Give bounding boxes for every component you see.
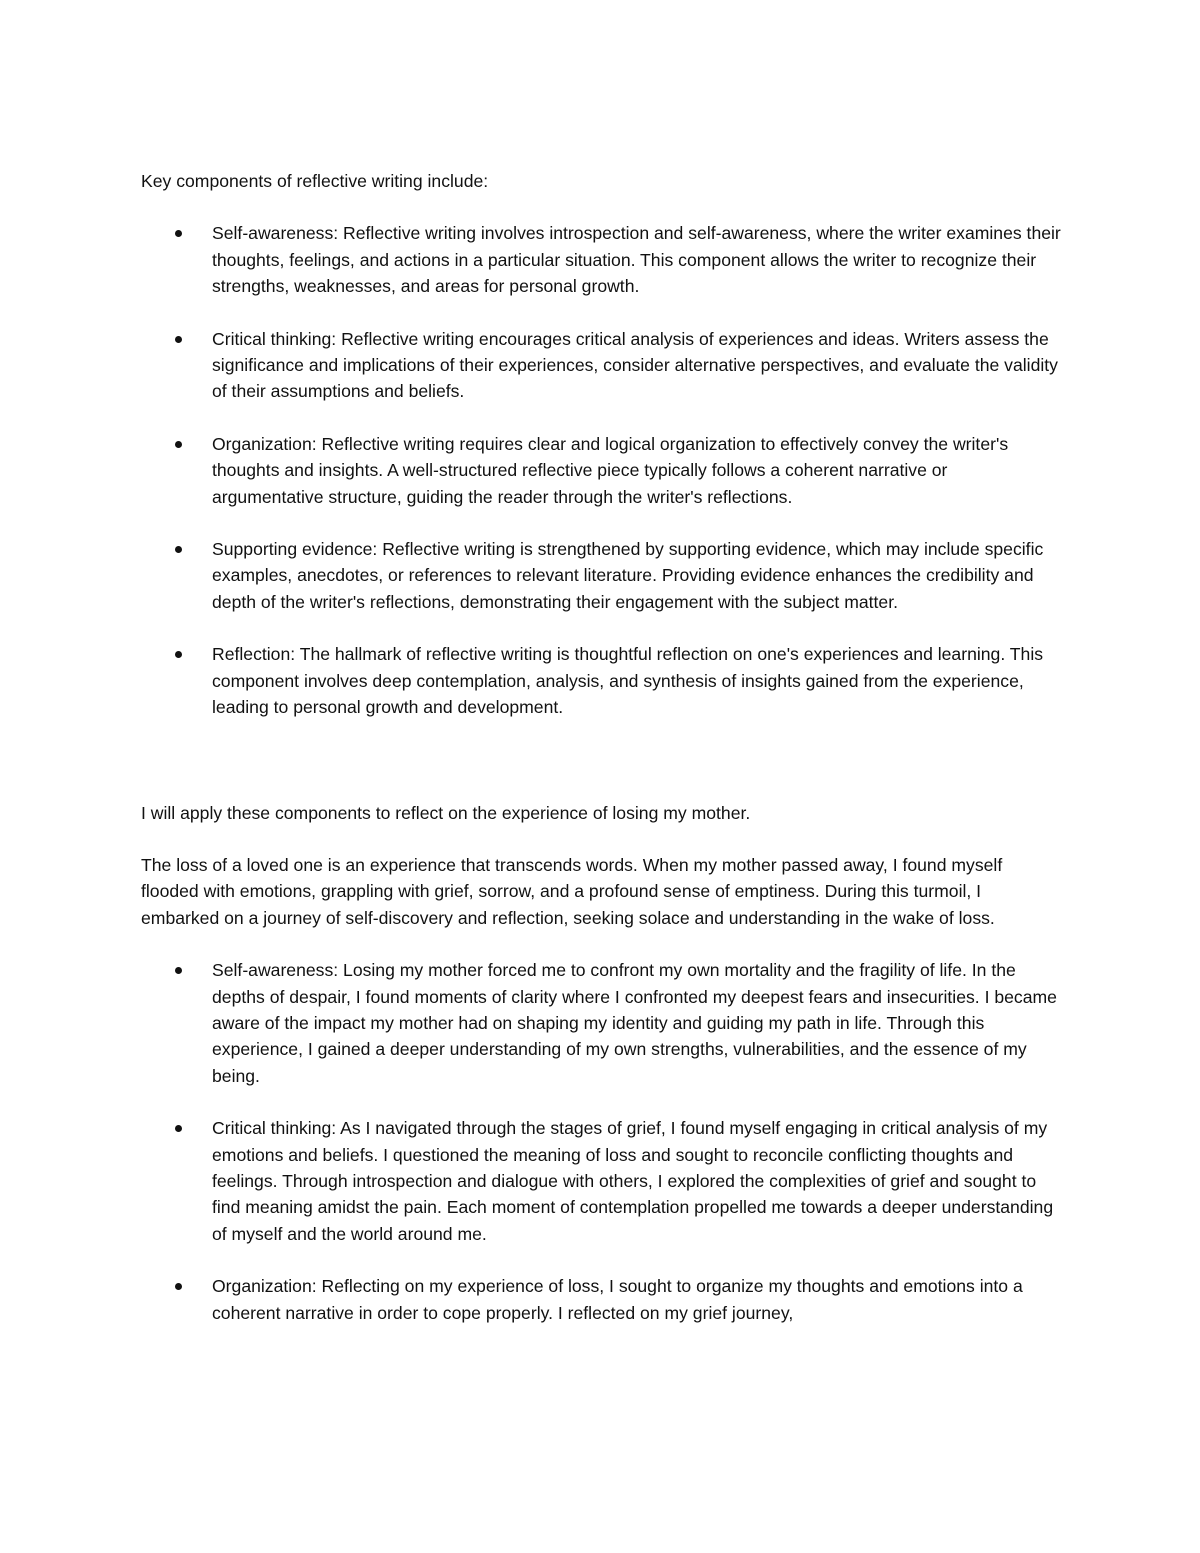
list-item-text: Critical thinking: Reflective writing encourages critical analysis of experiences and ideas. Writers assess the significance and implications of their experiences, consider alternative perspectives, and evaluate the validity of their assumptions and beliefs. [212,328,1058,402]
bullet-icon [175,967,182,974]
list-item-text: Organization: Reflecting on my experience of loss, I sought to organize my thoughts and emotions into a coherent narrative in order to cope properly. I reflected on my grief journey, [212,1276,1023,1323]
bullet-icon [175,651,182,658]
section2-paragraph: The loss of a loved one is an experience that transcends words. When my mother passed away, I found myself flooded with emotions, grappling with grief, sorrow, and a profound sense of emptiness. During this turmoil, I embarked on a journey of self-discovery and reflection, seeking solace and understanding in the wake of loss. [141,854,1003,928]
list-item-text: Self-awareness: Losing my mother forced me to confront my own mortality and the fragility of life. In the depths of despair, I found moments of clarity where I confronted my deepest fears and insecurities. I became aware of the impact my mother had on shaping my identity and guiding my path in life. Through this experience, I gained a deeper understanding of my own strengths, vulnerabilities, and the essence of my being. [212,960,1057,1086]
list-item-text: Organization: Reflective writing requires clear and logical organization to effectively convey the writer's thoughts and insights. A well-structured reflective piece typically follows a coherent narrative or argumentative structure, guiding the reader through the writer's reflections. [212,433,1009,507]
section2-intro: I will apply these components to reflect on the experience of losing my mother. [141,802,751,823]
list-item [212,220,1061,299]
list-item-text: Critical thinking: As I navigated through the stages of grief, I found myself engaging in critical analysis of my emotions and beliefs. I questioned the meaning of loss and sought to reconcile conflicting thoughts and feelings. Through introspection and dialogue with others, I explored the complexities of grief and sought to find meaning amidst the pain. Each moment of contemplation propelled me towards a deeper understanding of myself and the world around me. [212,1118,1054,1244]
section1-bullet-list [141,220,1061,720]
list-item [212,1115,1061,1247]
list-item [212,536,1061,615]
list-item [212,431,1061,510]
list-item-text: Self-awareness: Reflective writing involves introspection and self-awareness, where the writer examines their thoughts, feelings, and actions in a particular situation. This component allows the writer to recognize their strengths, weaknesses, and areas for personal growth. [212,223,1061,297]
list-item-text: Supporting evidence: Reflective writing is strengthened by supporting evidence, which may include specific examples, anecdotes, or references to relevant literature. Providing evidence enhances the credibility and depth of the writer's reflections, demonstrating their engagement with the subject matter. [212,539,1044,612]
bullet-icon [175,1283,182,1290]
list-item-text: Reflection: The hallmark of reflective writing is thoughtful reflection on one's experiences and learning. This component involves deep contemplation, analysis, and synthesis of insights gained from the experience, leading to personal growth and development. [212,644,1044,718]
document-page [141,168,1061,1352]
bullet-icon [175,546,182,553]
section-spacer [141,747,1061,800]
bullet-icon [175,336,182,343]
list-item [212,326,1061,405]
list-item [212,1273,1061,1326]
bullet-icon [175,441,182,448]
bullet-icon [175,230,182,237]
section2-bullet-list [141,957,1061,1326]
list-item [212,957,1061,1089]
section1-intro: Key components of reflective writing include: [141,171,489,191]
list-item [212,641,1061,720]
bullet-icon [175,1125,182,1132]
